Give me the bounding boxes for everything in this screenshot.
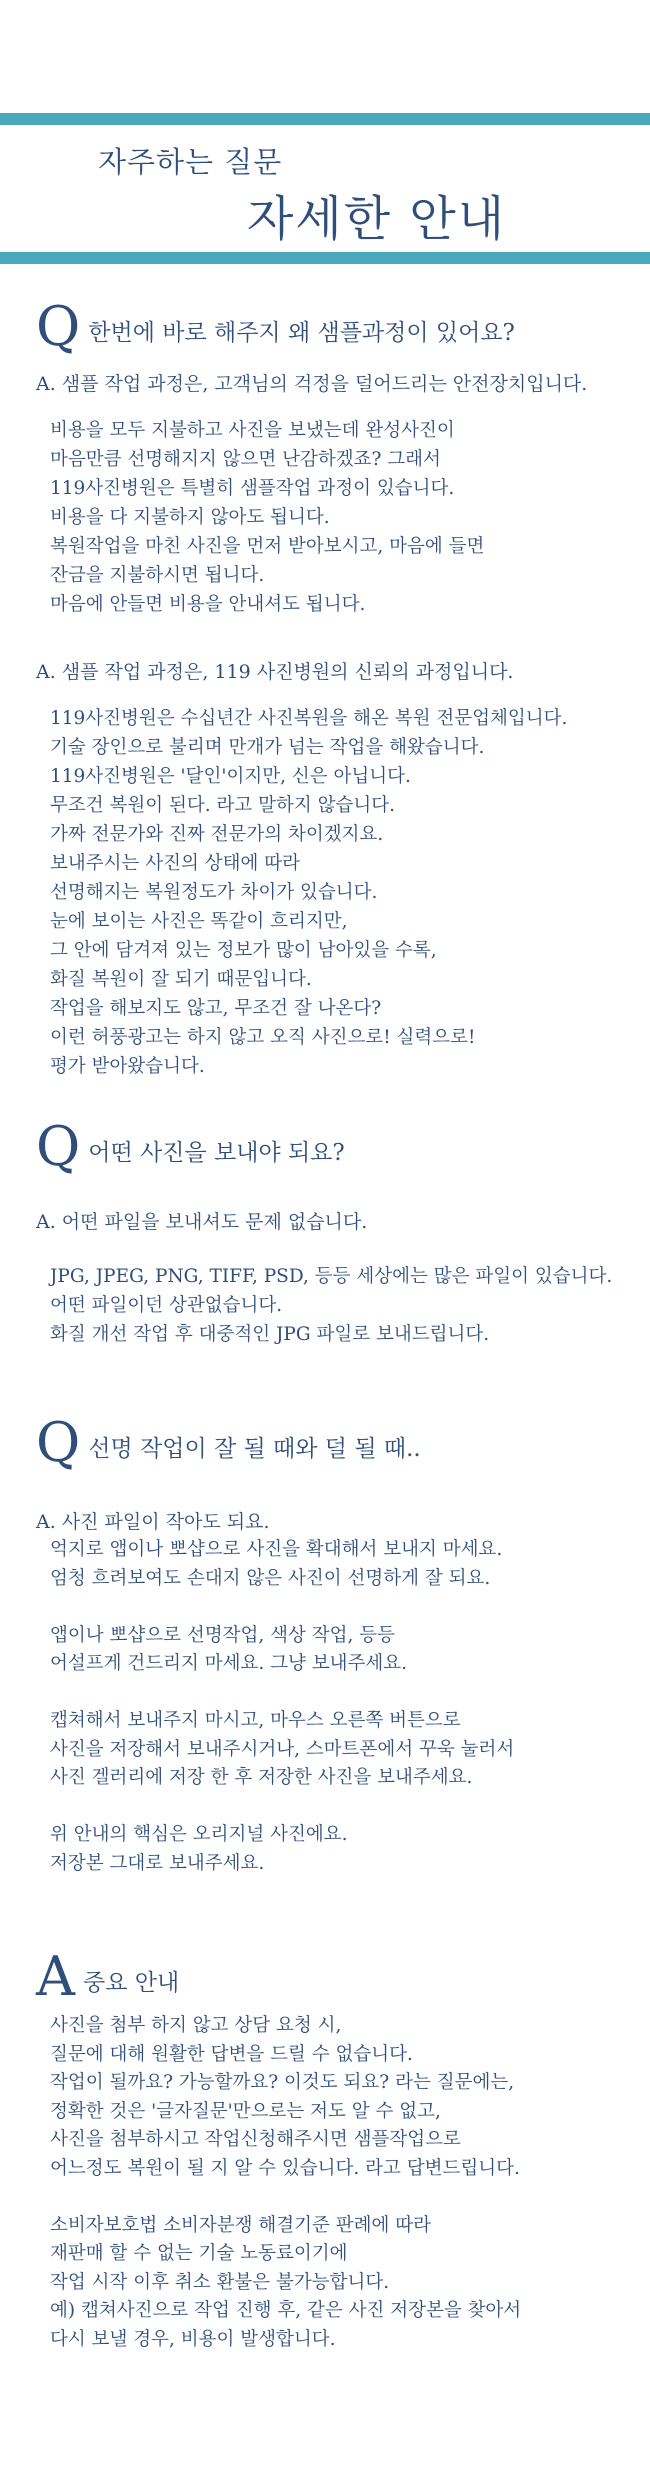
answer-line: 119사진병원은 '달인'이지만, 신은 아닙니다. bbox=[50, 766, 411, 787]
question-text: 어떤 사진을 보내야 되요? bbox=[88, 1140, 345, 1166]
question-letter: Q bbox=[36, 1115, 81, 1178]
answer-line: 사진을 저장해서 보내주시거나, 스마트폰에서 꾸욱 눌러서 bbox=[50, 1738, 515, 1760]
answer-line: 복원작업을 마친 사진을 먼저 받아보시고, 마음에 들면 bbox=[50, 536, 485, 557]
answer-line: 저장본 그대로 보내주세요. bbox=[50, 1852, 265, 1874]
notice-line: 질문에 대해 원활한 답변을 드릴 수 없습니다. bbox=[50, 2043, 413, 2065]
header-top-bar bbox=[0, 113, 650, 125]
answer-line: 가짜 전문가와 진짜 전문가의 차이겠지요. bbox=[50, 824, 384, 845]
answer-line: 보내주시는 사진의 상태에 따라 bbox=[50, 853, 300, 874]
answer-label: A. 샘플 작업 과정은, 고객님의 걱정을 덜어드리는 안전장치입니다. bbox=[36, 373, 588, 395]
answer-line: 위 안내의 핵심은 오리지널 사진에요. bbox=[50, 1824, 348, 1845]
answer-line: 평가 받아왔습니다. bbox=[50, 1056, 205, 1077]
answer-line: 억지로 앱이나 뽀샵으로 사진을 확대해서 보내지 마세요. bbox=[50, 1539, 503, 1560]
answer-line: 화질 복원이 잘 되기 때문입니다. bbox=[50, 969, 312, 990]
question-letter: Q bbox=[36, 1411, 81, 1474]
faq-section-file-types bbox=[36, 1115, 626, 1178]
header-subtitle: 자주하는 질문 bbox=[98, 145, 283, 179]
faq-section-sharpness bbox=[36, 1411, 626, 1474]
answer-label: A. 사진 파일이 작아도 되요. bbox=[36, 1511, 270, 1533]
answer-lines bbox=[36, 1262, 626, 1349]
answer-line: 그 안에 담겨져 있는 정보가 많이 남아있을 수록, bbox=[50, 940, 437, 961]
answer-line: 비용을 모두 지불하고 사진을 보냈는데 완성사진이 bbox=[50, 420, 455, 441]
answer-line: 선명해지는 복원정도가 차이가 있습니다. bbox=[50, 882, 378, 903]
answer-line: 비용을 다 지불하지 않아도 됩니다. bbox=[50, 507, 330, 528]
answer-line: 어설프게 건드리지 마세요. 그냥 보내주세요. bbox=[50, 1653, 407, 1674]
question-heading bbox=[36, 1411, 626, 1474]
notice-line: 재판매 할 수 없는 기술 노동료이기에 bbox=[50, 2243, 348, 2264]
answer-line: 작업을 해보지도 않고, 무조건 잘 나온다? bbox=[50, 998, 382, 1019]
answer-line: 캡쳐해서 보내주지 마시고, 마우스 오른쪽 버튼으로 bbox=[50, 1710, 461, 1731]
question-letter: Q bbox=[36, 295, 81, 358]
answer-lines bbox=[36, 1536, 626, 1878]
answer-block bbox=[36, 370, 626, 619]
answer-label: A. 어떤 파일을 보내셔도 문제 없습니다. bbox=[36, 1211, 368, 1233]
notice-line: 작업이 될까요? 가능할까요? 이것도 되요? 라는 질문에는, bbox=[50, 2072, 515, 2093]
answer-line: 어떤 파일이던 상관없습니다. bbox=[50, 1295, 283, 1316]
question-heading bbox=[36, 1115, 626, 1178]
question-heading bbox=[36, 295, 626, 358]
answer-line: 엄청 흐려보여도 손대지 않은 사진이 선명하게 잘 되요. bbox=[50, 1567, 491, 1589]
answer-block bbox=[36, 658, 626, 1081]
header-title: 자세한 안내 bbox=[247, 191, 507, 247]
answer-line: 사진 겔러리에 저장 한 후 저장한 사진을 보내주세요. bbox=[50, 1767, 473, 1788]
notice-line: 사진을 첨부하시고 작업신청해주시면 샘플작업으로 bbox=[50, 2129, 461, 2150]
notice-line: 예) 캡쳐사진으로 작업 진행 후, 같은 사진 저장본을 찾아서 bbox=[50, 2300, 522, 2321]
answer-line bbox=[50, 1793, 626, 1822]
notice-line: 정확한 것은 '글자질문'만으로는 저도 알 수 없고, bbox=[50, 2100, 441, 2122]
faq-section-sample-process bbox=[36, 295, 626, 358]
notice-line: 소비자보호법 소비자분쟁 해결기준 판례에 따라 bbox=[50, 2214, 431, 2236]
answer-line: 기술 장인으로 불리며 만개가 넘는 작업을 해왔습니다. bbox=[50, 737, 485, 758]
answer-line: 화질 개선 작업 후 대중적인 JPG 파일로 보내드립니다. bbox=[50, 1324, 490, 1345]
answer-lines bbox=[36, 416, 626, 619]
notice-line: 사진을 첨부 하지 않고 상담 요청 시, bbox=[50, 2015, 342, 2036]
answer-line: 마음에 안들면 비용을 안내셔도 됩니다. bbox=[50, 594, 366, 615]
answer-line: 119사진병원은 수십년간 사진복원을 해온 복원 전문업체입니다. bbox=[50, 708, 568, 729]
notice-lines bbox=[36, 2012, 626, 2354]
header-bottom-bar bbox=[0, 252, 650, 264]
notice-line: 다시 보낼 경우, 비용이 발생합니다. bbox=[50, 2328, 336, 2350]
answer-line: 마음만큼 선명해지지 않으면 난감하겠죠? 그래서 bbox=[50, 449, 441, 470]
question-text: 선명 작업이 잘 될 때와 덜 될 때.. bbox=[88, 1436, 421, 1462]
answer-lines bbox=[36, 704, 626, 1081]
notice-title: 중요 안내 bbox=[83, 1970, 180, 1996]
answer-line bbox=[50, 1679, 626, 1708]
answer-line: 이런 허풍광고는 하지 않고 오직 사진으로! 실력으로! bbox=[50, 1027, 476, 1048]
answer-line bbox=[50, 1593, 626, 1622]
answer-line: 잔금을 지불하시면 됩니다. bbox=[50, 565, 265, 586]
answer-label: A. 샘플 작업 과정은, 119 사진병원의 신뢰의 과정입니다. bbox=[36, 661, 514, 683]
notice-letter: A bbox=[36, 1945, 75, 2008]
answer-line: 119사진병원은 특별히 샘플작업 과정이 있습니다. bbox=[50, 478, 455, 499]
answer-line: 무조건 복원이 된다. 라고 말하지 않습니다. bbox=[50, 795, 395, 816]
answer-line: 눈에 보이는 사진은 똑같이 흐리지만, bbox=[50, 911, 348, 932]
notice-line: 어느정도 복원이 될 지 알 수 있습니다. 라고 답변드립니다. bbox=[50, 2157, 520, 2179]
answer-block bbox=[36, 1508, 626, 1878]
notice-line: 작업 시작 이후 취소 환불은 불가능합니다. bbox=[50, 2271, 390, 2293]
notice-body bbox=[36, 2012, 626, 2354]
notice-heading bbox=[36, 1945, 626, 2008]
notice-line bbox=[50, 2183, 626, 2212]
answer-line: JPG, JPEG, PNG, TIFF, PSD, 등등 세상에는 많은 파일이 있습니다. bbox=[50, 1266, 613, 1287]
answer-block bbox=[36, 1208, 626, 1349]
answer-line: 앱이나 뽀샵으로 선명작업, 색상 작업, 등등 bbox=[50, 1624, 395, 1646]
question-text: 한번에 바로 해주지 왜 샘플과정이 있어요? bbox=[88, 320, 515, 346]
notice-section-important bbox=[36, 1945, 626, 2008]
